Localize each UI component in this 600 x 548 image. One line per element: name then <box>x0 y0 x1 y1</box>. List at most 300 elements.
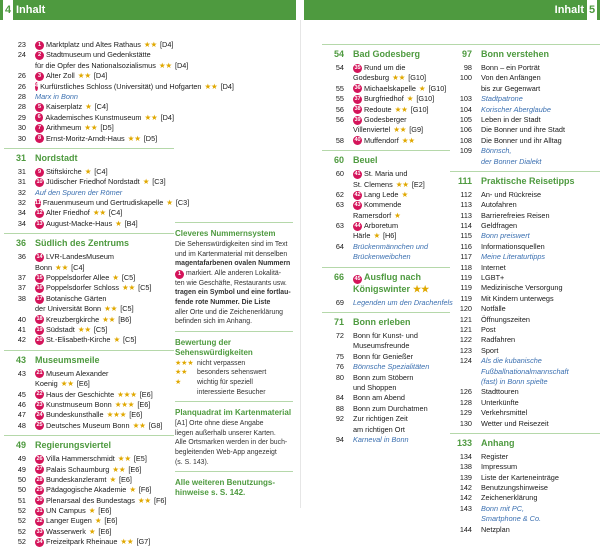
page-number-left: 4 <box>3 0 13 20</box>
toc-entry[interactable] <box>450 304 600 314</box>
entry-title: Korischer Aberglaube <box>481 104 551 114</box>
toc-entry[interactable] <box>450 325 600 335</box>
toc-entry[interactable] <box>450 263 600 273</box>
toc-entry[interactable] <box>322 362 450 372</box>
map-grid-ref: [E2] <box>411 179 425 189</box>
toc-entry[interactable] <box>4 496 174 506</box>
rating-stars-icon: ★ <box>401 189 409 199</box>
page-number: 100 <box>459 73 472 83</box>
toc-entry[interactable] <box>322 94 450 104</box>
page-number: 69 <box>335 297 344 307</box>
sight-number-badge-icon: 3 <box>35 72 44 81</box>
section-divider <box>450 171 600 172</box>
page-number: 49 <box>17 464 26 474</box>
map-grid-ref: [B4] <box>124 218 138 228</box>
sight-number-badge-icon: 5 <box>35 103 44 112</box>
rating-stars-icon: ★ <box>109 474 116 484</box>
page-number: 124 <box>459 356 472 366</box>
entry-title: und Shoppen <box>353 382 397 392</box>
page-number: 63 <box>335 221 344 231</box>
toc-entry[interactable] <box>450 514 600 524</box>
sight-number-badge-icon: 14 <box>36 253 43 260</box>
page-number: 97 <box>461 49 472 59</box>
toc-entry[interactable] <box>450 136 600 146</box>
toc-entry[interactable] <box>4 198 190 208</box>
toc-entry[interactable] <box>450 125 600 135</box>
entry-title: August-Macke-Haus <box>46 218 113 228</box>
entry-title: Haus der Geschichte <box>46 389 115 399</box>
map-grid-ref: [B6] <box>118 314 132 324</box>
rating-stars-icon: ★★ <box>393 125 407 135</box>
map-grid-ref: [G8] <box>148 420 163 430</box>
sight-number-badge-icon: 21 <box>36 370 43 377</box>
map-grid-ref: [E6] <box>129 410 143 420</box>
toc-entry[interactable] <box>322 231 450 241</box>
page-number: 113 <box>460 200 472 210</box>
sight-number-badge-icon: 39 <box>354 116 361 123</box>
sight-number-badge-icon: 17 <box>36 295 43 302</box>
entry-title: LGBT+ <box>481 273 505 283</box>
section-heading[interactable] <box>4 438 174 452</box>
entry-title: Zeichenerklärung <box>481 493 538 503</box>
rating-stars-icon: ★★ <box>55 262 69 272</box>
page-number: 72 <box>335 331 344 341</box>
toc-entry[interactable] <box>4 294 174 304</box>
sight-number-badge-icon: 31 <box>36 507 43 514</box>
sight-number-badge-icon: 27 <box>36 466 43 473</box>
toc-entry[interactable] <box>4 410 174 420</box>
toc-entry[interactable] <box>4 304 174 314</box>
rating-stars-icon: ★★ <box>77 71 91 81</box>
toc-entry[interactable] <box>450 211 600 221</box>
entry-title: Stadtpatrone <box>481 94 523 104</box>
page-number: 60 <box>333 155 344 166</box>
sight-number-badge-icon: 40 <box>354 137 361 144</box>
sight-number-badge-icon: 38 <box>354 106 361 113</box>
section-heading[interactable] <box>450 436 600 450</box>
page-number: 56 <box>335 114 344 124</box>
toc-entry[interactable] <box>450 335 600 345</box>
toc-entry[interactable] <box>4 379 174 389</box>
toc-entry[interactable] <box>450 221 600 231</box>
toc-entry[interactable] <box>322 383 450 393</box>
entry-title: Bonn preiswert <box>481 231 530 241</box>
toc-entry[interactable] <box>450 367 600 377</box>
entry-title: Museumsmeile <box>35 354 100 365</box>
toc-entry[interactable] <box>450 200 600 210</box>
entry-title: Wasserwerk <box>46 526 86 536</box>
toc-entry[interactable] <box>450 190 600 200</box>
entry-title: Informationsquellen <box>481 241 545 251</box>
entry-title: Bonn zum Durchatmen <box>353 403 428 413</box>
toc-entry[interactable] <box>4 335 174 345</box>
section-heading[interactable] <box>4 151 174 165</box>
entry-title: (fast) in Bonn spielte <box>481 376 548 386</box>
page-number: 134 <box>459 451 472 461</box>
rating-stars-icon: ★★ <box>143 40 158 49</box>
toc-entry[interactable] <box>450 315 600 325</box>
entry-title: Anhang <box>481 437 515 448</box>
rating-stars-icon: ★ <box>373 231 380 241</box>
box-title-more: hinweise s. S. 142. <box>175 488 246 498</box>
entry-title: Marx in Bonn <box>35 91 78 101</box>
entry-title: Frauenmuseum und Gertrudiskapelle <box>42 198 164 208</box>
map-grid-ref: [G7] <box>136 537 151 547</box>
page-number: 49 <box>15 440 26 451</box>
toc-entry[interactable] <box>4 516 174 526</box>
box-text: befinden sich im Anhang. <box>175 318 252 326</box>
toc-entry[interactable] <box>4 208 174 218</box>
map-grid-ref: [E6] <box>137 399 151 409</box>
entry-title: Bonn mit PC, <box>481 503 524 513</box>
box-text: tragen ein Symbol und eine fortlau- <box>175 289 291 297</box>
toc-entry[interactable] <box>322 331 450 341</box>
toc-entry[interactable] <box>4 252 174 262</box>
toc-entry[interactable] <box>4 263 174 273</box>
toc-entry[interactable] <box>450 73 600 83</box>
page-number: 129 <box>459 408 472 418</box>
toc-entry[interactable] <box>450 452 600 462</box>
toc-entry[interactable] <box>450 84 600 94</box>
map-grid-ref: [G9] <box>409 125 424 135</box>
section-heading[interactable] <box>322 315 450 329</box>
box-text: begleitenden Web-App angezeigt <box>175 448 277 456</box>
entry-title: Die Bonner und ihre Stadt <box>481 125 565 135</box>
section-heading[interactable] <box>322 47 450 61</box>
page-number: 34 <box>17 218 26 228</box>
toc-entry[interactable] <box>450 398 600 408</box>
section-heading[interactable] <box>450 174 600 188</box>
entry-title: Kaiserplatz <box>46 102 83 112</box>
sight-number-badge-icon: 2 <box>35 51 44 60</box>
sight-number-badge-icon: 26 <box>36 455 43 462</box>
entry-title: Brückenweibchen <box>353 252 411 262</box>
toc-entry[interactable] <box>450 231 600 241</box>
map-grid-ref: [C5] <box>120 304 134 314</box>
rating-stars-icon: ★★ <box>112 464 126 474</box>
rating-stars-icon: ★ <box>112 273 119 283</box>
rating-stars-icon: ★★★ <box>117 389 137 399</box>
toc-entry[interactable] <box>4 537 174 547</box>
sight-number-badge-icon: 37 <box>354 95 361 102</box>
toc-entry[interactable] <box>450 252 600 262</box>
toc-entry[interactable] <box>450 105 600 115</box>
toc-entry[interactable] <box>450 294 600 304</box>
page-number: 92 <box>335 414 344 424</box>
toc-entry[interactable] <box>322 252 450 262</box>
entry-title: Bonn – ein Porträt <box>481 63 540 72</box>
entry-title: Internet <box>481 262 506 272</box>
section-divider <box>4 148 174 149</box>
section-heading[interactable] <box>4 353 174 367</box>
toc-entry[interactable] <box>4 325 174 335</box>
page-number: 31 <box>17 166 26 176</box>
entry-title: Deutsches Museum Bonn <box>46 420 130 430</box>
entry-title: Kreuzbergkirche <box>46 314 100 324</box>
toc-entry[interactable] <box>322 200 450 210</box>
toc-entry[interactable] <box>4 390 174 400</box>
toc-entry[interactable] <box>322 84 450 94</box>
toc-entry[interactable] <box>450 419 600 429</box>
section-divider <box>450 433 600 434</box>
toc-entry[interactable] <box>4 400 174 410</box>
rating-stars-icon: ★★ <box>137 495 151 505</box>
toc-entry[interactable] <box>4 113 174 123</box>
page-number: 52 <box>17 506 26 516</box>
toc-entry[interactable] <box>322 297 453 308</box>
toc-entry[interactable] <box>322 404 450 414</box>
page-number: 133 <box>456 437 472 448</box>
toc-entry[interactable] <box>322 63 450 73</box>
toc-entry[interactable] <box>450 377 600 387</box>
toc-entry[interactable] <box>4 40 174 50</box>
toc-entry[interactable] <box>322 352 450 362</box>
map-grid-ref: [C5] <box>123 335 137 345</box>
toc-entry[interactable] <box>450 462 600 472</box>
toc-entry[interactable] <box>4 177 174 187</box>
entry-title: Südlich des Zentrums <box>35 238 130 249</box>
entry-title: Liste der Karteneinträge <box>481 472 559 482</box>
entry-title: Marktplatz und Altes Rathaus <box>46 40 141 49</box>
sight-number-badge-icon: 11 <box>35 199 41 206</box>
page-number: 58 <box>335 135 344 145</box>
toc-entry[interactable] <box>4 315 174 325</box>
toc-entry[interactable] <box>450 283 600 293</box>
toc-entry[interactable] <box>450 525 600 535</box>
toc-entry[interactable] <box>4 273 174 283</box>
page-number: 30 <box>17 133 26 143</box>
sight-number-badge-icon: 7 <box>35 124 44 133</box>
toc-entry[interactable] <box>322 105 450 115</box>
toc-entry[interactable] <box>4 369 174 379</box>
box-text: (s. S. 143). <box>175 458 209 466</box>
toc-entry[interactable] <box>4 475 174 485</box>
toc-entry[interactable] <box>322 211 450 221</box>
page-number: 48 <box>17 420 26 430</box>
rating-stars-icon: ★★ <box>394 104 408 114</box>
entry-title: Godesburg <box>353 73 390 83</box>
page-number: 114 <box>460 221 472 231</box>
map-grid-ref: [G10] <box>408 73 427 83</box>
entry-title: Bonn für Genießer <box>353 351 414 361</box>
entry-title: St.-Elisabeth-Kirche <box>46 335 111 345</box>
entry-title: Stadttouren <box>481 387 519 397</box>
page-number: 37 <box>17 273 26 283</box>
rating-stars-icon: ★ <box>418 83 426 93</box>
toc-entry[interactable] <box>4 283 174 293</box>
toc-entry[interactable] <box>4 454 174 464</box>
entry-title: Härle <box>353 231 371 241</box>
page-number: 116 <box>460 241 472 251</box>
page-number: 26 <box>17 81 26 91</box>
toc-entry[interactable] <box>322 115 450 125</box>
toc-entry[interactable] <box>450 504 600 514</box>
rating-stars-icon: ★ <box>113 335 121 345</box>
rating-stars-icon: ★★ <box>413 283 430 294</box>
map-grid-ref: [E5] <box>133 454 147 464</box>
page-number: 26 <box>17 71 26 81</box>
section-divider <box>4 350 174 351</box>
toc-entry[interactable] <box>322 435 450 445</box>
toc-entry[interactable] <box>322 425 450 435</box>
section-heading[interactable] <box>322 153 450 167</box>
rating-stars-icon: ★★ <box>127 133 141 143</box>
sight-number-badge-icon: 36 <box>354 85 361 92</box>
entry-title: Kunstmuseum Bonn <box>46 399 112 409</box>
entry-title: Bundeskunsthalle <box>46 410 104 420</box>
entry-title: Bonn <box>35 262 53 272</box>
box-text: aller Orte und die Zeichenerklärung <box>175 308 284 316</box>
toc-column-2 <box>322 40 453 445</box>
toc-entry[interactable] <box>322 180 450 190</box>
toc-entry[interactable] <box>450 94 600 104</box>
toc-entry[interactable] <box>4 92 174 102</box>
sight-number-badge-icon: 10 <box>36 178 43 185</box>
entry-title: Jüdischer Friedhof Nordstadt <box>46 177 140 187</box>
entry-title: Nordstadt <box>35 152 78 163</box>
toc-entry[interactable] <box>322 341 450 351</box>
toc-entry[interactable] <box>450 408 600 418</box>
toc-entry[interactable] <box>450 493 600 503</box>
sight-number-badge-icon: 24 <box>36 412 43 419</box>
entry-title: Autofahren <box>481 200 517 210</box>
rating-stars-icon: ★ <box>142 177 150 187</box>
sight-number-badge-icon: 12 <box>36 210 43 217</box>
entry-title: Akademisches Kunstmuseum <box>45 112 142 122</box>
entry-title: Arithmeum <box>46 123 82 133</box>
entry-title: UN Campus <box>46 506 86 516</box>
entry-title: Ramersdorf <box>353 210 392 220</box>
toc-entry[interactable] <box>450 146 600 156</box>
rating-stars-icon: ★ <box>88 506 96 516</box>
rating-stars-icon: ★ <box>394 210 401 220</box>
page-number: 40 <box>17 314 26 324</box>
page-number: 144 <box>459 524 472 534</box>
entry-title: Koenig <box>35 379 58 389</box>
toc-entry[interactable] <box>4 50 174 60</box>
entry-title: Radfahren <box>481 335 516 345</box>
toc-entry[interactable] <box>4 134 174 144</box>
legend-row: interessierte Besucher <box>197 388 266 396</box>
toc-entry[interactable] <box>450 115 600 125</box>
toc-entry[interactable] <box>322 169 450 179</box>
entry-title: Praktische Reisetipps <box>481 175 575 186</box>
entry-title: LVR-LandesMuseum <box>46 252 115 262</box>
section-heading[interactable] <box>4 236 174 250</box>
toc-entry[interactable] <box>450 242 600 252</box>
box-text: und im Kartenmaterial mit denselben <box>175 250 288 258</box>
map-grid-ref: [C5] <box>121 273 136 283</box>
toc-entry[interactable] <box>322 414 450 424</box>
rating-stars-icon: ★ <box>85 102 92 112</box>
toc-entry[interactable] <box>4 60 189 71</box>
toc-entry[interactable] <box>322 190 450 200</box>
page-number: 71 <box>333 317 344 328</box>
section-heading[interactable] <box>450 47 600 61</box>
toc-entry[interactable] <box>322 125 450 135</box>
number-badge-icon: 1 <box>175 270 184 279</box>
toc-entry[interactable] <box>450 346 600 356</box>
toc-entry[interactable] <box>4 71 174 81</box>
toc-entry[interactable] <box>322 373 450 383</box>
map-grid-ref: [C5] <box>93 324 108 334</box>
entry-title: Impressum <box>481 462 518 472</box>
box-title-more: Alle weiteren Benutzungs- <box>175 478 276 488</box>
rating-stars-icon: ★★ <box>60 379 74 389</box>
rating-stars-icon: ★★ <box>77 324 91 334</box>
toc-entry[interactable] <box>322 136 450 146</box>
entry-title: Stiftskirche <box>46 166 82 176</box>
map-grid-ref: [F6] <box>153 495 167 505</box>
entry-title: Palais Schaumburg <box>46 464 110 474</box>
toc-entry[interactable] <box>4 167 174 177</box>
sight-number-badge-icon: 41 <box>354 170 361 177</box>
section-divider <box>450 44 600 45</box>
page-number: 32 <box>17 198 26 208</box>
sight-number-badge-icon: 43 <box>354 201 361 208</box>
page-number: 31 <box>17 177 26 187</box>
toc-entry[interactable] <box>4 465 174 475</box>
toc-entry[interactable] <box>4 527 174 537</box>
sight-number-badge-icon: 8 <box>35 134 44 143</box>
entry-title: Botanische Gärten <box>46 293 107 303</box>
toc-entry[interactable] <box>4 123 174 133</box>
rating-stars-icon: ★ <box>406 94 414 104</box>
page-number: 28 <box>17 91 26 101</box>
map-grid-ref: [F6] <box>138 485 152 495</box>
toc-entry[interactable] <box>4 188 174 198</box>
entry-title: der Universität Bonn <box>35 304 102 314</box>
toc-entry[interactable] <box>450 483 600 493</box>
toc-entry[interactable] <box>322 73 450 83</box>
page-number: 121 <box>459 314 472 324</box>
toc-entry[interactable] <box>4 102 174 112</box>
map-grid-ref: [E6] <box>118 474 132 484</box>
rating-stars-icon: ★★ <box>144 112 158 122</box>
map-grid-ref: [D4] <box>220 81 234 91</box>
toc-entry[interactable] <box>4 421 174 431</box>
toc-entry[interactable] <box>450 157 600 167</box>
rating-stars-icon: ★★ <box>120 537 134 547</box>
page-number: 75 <box>335 351 344 361</box>
toc-entry[interactable] <box>4 485 174 495</box>
toc-entry[interactable] <box>450 387 600 397</box>
toc-entry[interactable] <box>4 219 174 229</box>
toc-entry[interactable] <box>322 393 450 403</box>
entry-title: Karneval in Bonn <box>353 434 409 444</box>
page-number: 138 <box>459 462 472 472</box>
toc-entry[interactable] <box>450 356 600 366</box>
map-grid-ref: [E6] <box>98 506 112 516</box>
box-text: liegen außerhalb unserer Karten. <box>175 429 276 437</box>
toc-entry[interactable] <box>450 63 600 73</box>
page-number: 122 <box>459 335 472 345</box>
toc-column-3 <box>450 40 600 535</box>
box-text: magentafarbenen ovalen Nummern <box>175 260 291 268</box>
legend-row: ★ wichtig für speziell <box>175 378 253 386</box>
toc-entry[interactable] <box>450 473 600 483</box>
toc-entry[interactable] <box>450 273 600 283</box>
sight-number-badge-icon: 20 <box>36 337 43 344</box>
toc-entry[interactable] <box>4 81 234 92</box>
header-left <box>0 0 296 20</box>
entry-title: Bonn erleben <box>353 317 411 328</box>
toc-entry[interactable] <box>4 506 174 516</box>
section-heading[interactable] <box>322 282 450 296</box>
toc-entry[interactable] <box>322 242 450 252</box>
toc-entry[interactable] <box>322 221 450 231</box>
page-number: 123 <box>459 345 472 355</box>
